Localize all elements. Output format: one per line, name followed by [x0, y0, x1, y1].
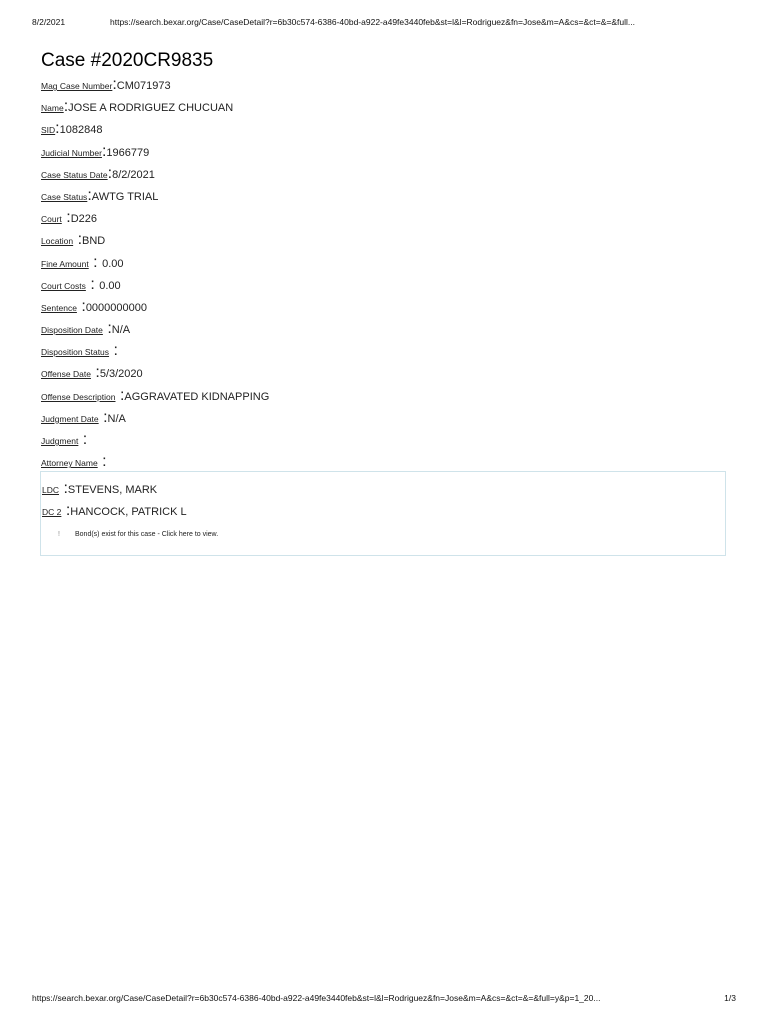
attorney-label: LDC [42, 485, 60, 495]
field-value: AWTG TRIAL [91, 190, 159, 203]
bond-notice [58, 531, 218, 538]
field-judgment: Judgment : [41, 431, 88, 448]
field-label: Judicial Number [41, 147, 102, 158]
field-label: Court Costs [41, 280, 86, 291]
field-value: 0000000000 [85, 301, 147, 314]
field-value: AGGRAVATED KIDNAPPING [124, 390, 270, 403]
field-value: 0.00 [102, 257, 124, 270]
field-label: Offense Description [41, 391, 116, 402]
field-label: Sentence [41, 302, 77, 313]
footer-url: https://search.bexar.org/Case/CaseDetail?r=6b30c574-6386-40bd-a922-a49fe3440feb&st=l&l=Rodriguez&fn=Jose&m=A&cs=&ct=&=&full=y&p=1_20... [32, 993, 601, 1003]
field-label: Location [41, 236, 74, 247]
field-disposition-status: Disposition Status : [41, 342, 118, 360]
field-value: 0.00 [99, 279, 121, 292]
field-court-costs: Court Costs : 0.00 [41, 275, 121, 293]
field-judicial-number: Judicial Number:1966779 [41, 142, 150, 160]
field-label: Disposition Status [41, 347, 110, 358]
field-case-status: Case Status:AWTG TRIAL [41, 186, 159, 204]
attorney-box [40, 471, 726, 556]
field-label: SID [41, 125, 56, 136]
attorney-row-ldc: LDC :STEVENS, MARK [42, 480, 158, 497]
field-offense-date: Offense Date :5/3/2020 [41, 364, 143, 382]
field-value: N/A [111, 324, 131, 337]
field-value: 1966779 [106, 146, 150, 159]
field-sentence: Sentence :0000000000 [41, 297, 147, 315]
field-label: Case Status [41, 191, 88, 202]
field-value: JOSE A RODRIGUEZ CHUCUAN [68, 102, 234, 115]
print-url: https://search.bexar.org/Case/CaseDetail?r=6b30c574-6386-40bd-a922-a49fe3440feb&st=l&l=Rodriguez&fn=Jose&m=A&cs=&ct=&=&full... [110, 17, 635, 27]
case-fields [41, 77, 731, 476]
attorney-row-dc2: DC 2 :HANCOCK, PATRICK L [42, 502, 187, 519]
bond-link[interactable]: Bond(s) exist for this case - Click here to view. [75, 531, 219, 538]
field-value: N/A [107, 412, 126, 425]
field-label: Offense Date [41, 369, 91, 380]
field-disposition-date: Disposition Date :N/A [41, 320, 131, 338]
field-value: CM071973 [116, 80, 171, 92]
field-label: Disposition Date [41, 325, 103, 336]
field-judgment-date: Judgment Date :N/A [41, 408, 126, 426]
field-label: Attorney Name [41, 458, 98, 469]
attorney-label: DC 2 [42, 507, 62, 517]
case-title: Case #2020CR9835 [41, 50, 214, 71]
print-date: 8/2/2021 [32, 17, 66, 27]
field-offense-description: Offense Description :AGGRAVATED KIDNAPPING [41, 386, 270, 404]
page-number: 1/3 [724, 993, 736, 1003]
field-value: D226 [70, 213, 97, 226]
attorney-value: HANCOCK, PATRICK L [70, 506, 187, 518]
field-label: Judgment Date [41, 413, 99, 424]
field-fine-amount: Fine Amount : 0.00 [41, 253, 124, 271]
field-label: Court [41, 214, 62, 225]
field-label: Judgment [41, 436, 79, 446]
field-label: Case Status Date [41, 169, 108, 180]
field-court: Court :D226 [41, 209, 97, 227]
field-sid: SID:1082848 [41, 120, 103, 138]
field-label: Mag Case Number [41, 81, 113, 91]
field-label: Fine Amount [41, 258, 89, 269]
field-value: BND [82, 235, 106, 248]
attorney-value: STEVENS, MARK [67, 484, 158, 496]
field-value: 8/2/2021 [112, 168, 155, 181]
field-name: Name:JOSE A RODRIGUEZ CHUCUAN [41, 98, 234, 116]
field-attorney-name: Attorney Name : [41, 453, 107, 471]
field-location: Location :BND [41, 231, 106, 249]
field-mag-case-number: Mag Case Number:CM071973 [41, 76, 171, 93]
field-case-status-date: Case Status Date:8/2/2021 [41, 164, 155, 182]
field-value: 1082848 [59, 124, 103, 137]
field-value: 5/3/2020 [99, 368, 143, 381]
field-label: Name [41, 103, 64, 114]
alert-icon: ! [58, 531, 60, 538]
